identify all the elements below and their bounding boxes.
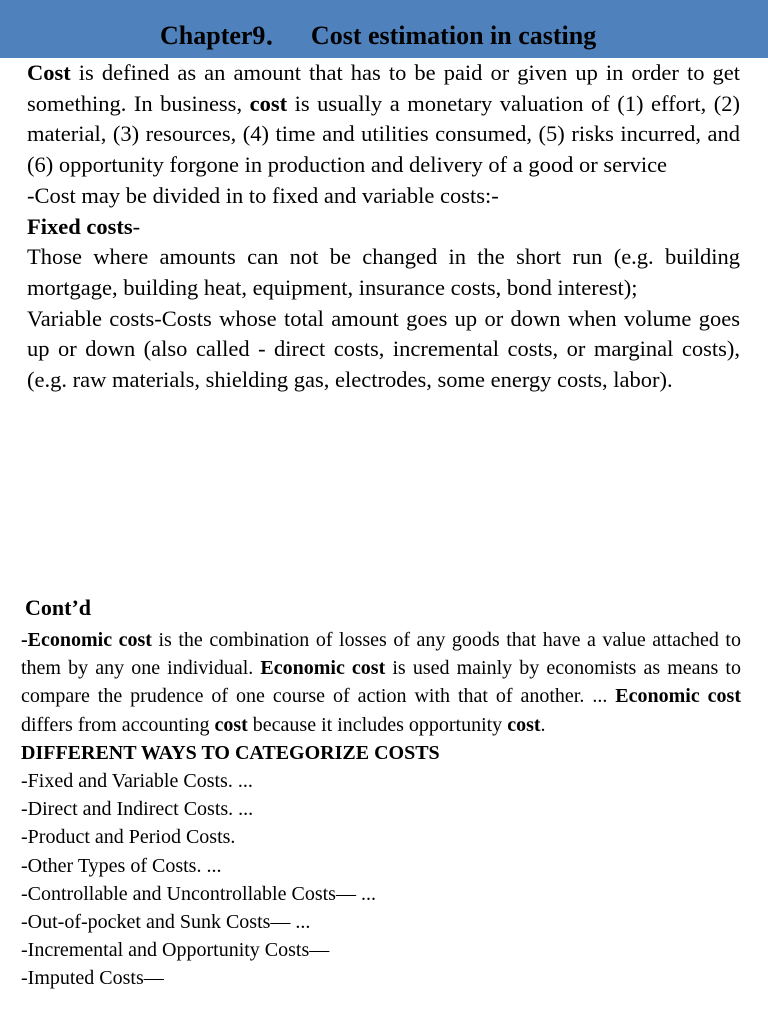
cost-term: cost xyxy=(249,90,288,116)
list-item: -Imputed Costs— xyxy=(21,967,164,990)
categories-heading xyxy=(21,739,741,767)
economic-cost-text: is used mainly by economists as means to compare the prudence of one course of action with that of another. ... xyxy=(21,657,741,708)
list-item: -Controllable and Uncontrollable Costs— ... xyxy=(21,882,376,905)
list-item: -Out-of-pocket and Sunk Costs— ... xyxy=(21,911,311,934)
list-item: -Direct and Indirect Costs. ... xyxy=(21,798,254,821)
fixed-costs-paragraph: Those where amounts can not be changed in the short run (e.g. building mortgage, building heat, equipment, insurance costs, bond interest); xyxy=(27,244,740,300)
list-item: -Product and Period Costs. xyxy=(21,826,236,849)
contd-heading: Cont’d xyxy=(25,595,92,620)
categories-heading-text: DIFFERENT WAYS TO CATEGORIZE COSTS xyxy=(21,741,440,764)
fixed-costs-dash: - xyxy=(132,213,141,239)
economic-cost-text: differs from accounting xyxy=(21,713,215,736)
list-item: -Fixed and Variable Costs. ... xyxy=(21,770,253,793)
economic-cost-term: Economic cost xyxy=(27,629,152,651)
economic-cost-text: is the combination of losses of any goods that have a value attached to them by any one individual. xyxy=(21,629,741,680)
cost-term: cost xyxy=(214,713,248,736)
page-title: Chapter9． Cost estimation in casting xyxy=(160,21,597,50)
cost-division-line: -Cost may be divided in to fixed and variable costs:- xyxy=(27,182,499,208)
cost-term: cost xyxy=(507,713,541,736)
economic-cost-dash: - xyxy=(21,629,28,651)
variable-costs-paragraph: Variable costs-Costs whose total amount goes up or down when volume goes up or down (also called - direct costs, incremental costs, or marginal costs), (e.g. raw materials, shielding gas, electrodes, some energy costs, labor). xyxy=(27,305,740,393)
definition-text: is usually a monetary valuation of (1) effort, (2) material, (3) resources, (4) time and utilities consumed, (5) risks incurred, and (6) opportunity forgone in production and delivery of a good or service xyxy=(27,90,740,178)
list-item: -Other Types of Costs. ... xyxy=(21,854,222,877)
fixed-costs-label: Fixed costs xyxy=(27,213,133,239)
definition-text: is defined as an amount that has to be paid or given up in order to get something. In business, xyxy=(27,60,740,116)
fixed-costs-heading xyxy=(27,212,740,243)
slide-2-body xyxy=(21,626,741,993)
economic-cost-paragraph xyxy=(21,626,741,739)
cost-definition-paragraph xyxy=(27,58,740,181)
economic-cost-term: Economic cost xyxy=(260,657,386,680)
slide-1-body xyxy=(27,58,740,396)
categories-list xyxy=(21,767,741,993)
economic-cost-text: because it includes opportunity xyxy=(247,713,508,736)
economic-cost-term: Economic cost xyxy=(615,685,741,708)
list-item: -Incremental and Opportunity Costs— xyxy=(21,939,330,962)
economic-cost-text: . xyxy=(540,713,546,736)
cost-term: Cost xyxy=(27,60,71,85)
